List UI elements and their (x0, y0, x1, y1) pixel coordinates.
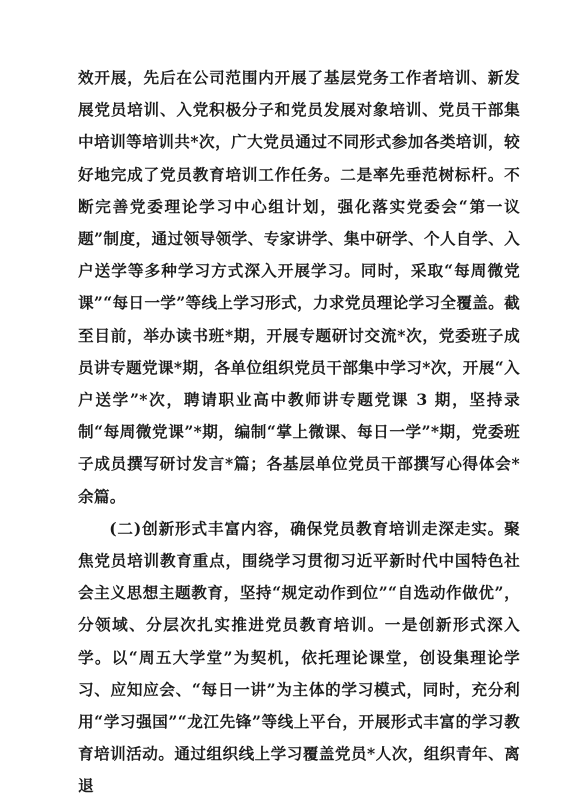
paragraph-section-two: (二)创新形式丰富内容，确保党员教育培训走深走实。聚焦党员培训教育重点，围绕学习贯彻习近平新时代中国特色社会主义思想主题教育，坚持“规定动作到位”“自选动作做优”，分领域、分层次扎实推进党员教育培训。一是创新形式深入学。以“周五大学堂”为契机，依托理论课堂，创设集理论学习、应知应会、“每日一讲”为主体的学习模式，同时，充分利用“学习强国”“龙江先锋”等线上平台，开展形式丰富的学习教育培训活动。通过组织线上学习覆盖党员*人次，组织青年、离退 (78, 518, 520, 796)
paragraph-continuation: 效开展，先后在公司范围内开展了基层党务工作者培训、新发展党员培训、入党积极分子和党员发展对象培训、党员干部集中培训等培训共*次，广大党员通过不同形式参加各类培训，较好地完成了党员教育培训工作任务。二是率先垂范树标杆。不断完善党委理论学习中心组计划，强化落实党委会“第一议题”制度，通过领导领学、专家讲学、集中研学、个人自学、入户送学等多种学习方式深入开展学习。同时，采取“每周微党课”“每日一学”等线上学习形式，力求党员理论学习全覆盖。截至目前，举办读书班*期，开展专题研讨交流*次，党委班子成员讲专题党课*期，各单位组织党员干部集中学习*次，开展“入户送学”*次，聘请职业高中教师讲专题党课 3 期，坚持录制“每周微党课”*期，编制“掌上微课、每日一学”*期，党委班子成员撰写研讨发言*篇；各基层单位党员干部撰写心得体会*余篇。 (78, 68, 520, 506)
document-body (78, 62, 520, 803)
